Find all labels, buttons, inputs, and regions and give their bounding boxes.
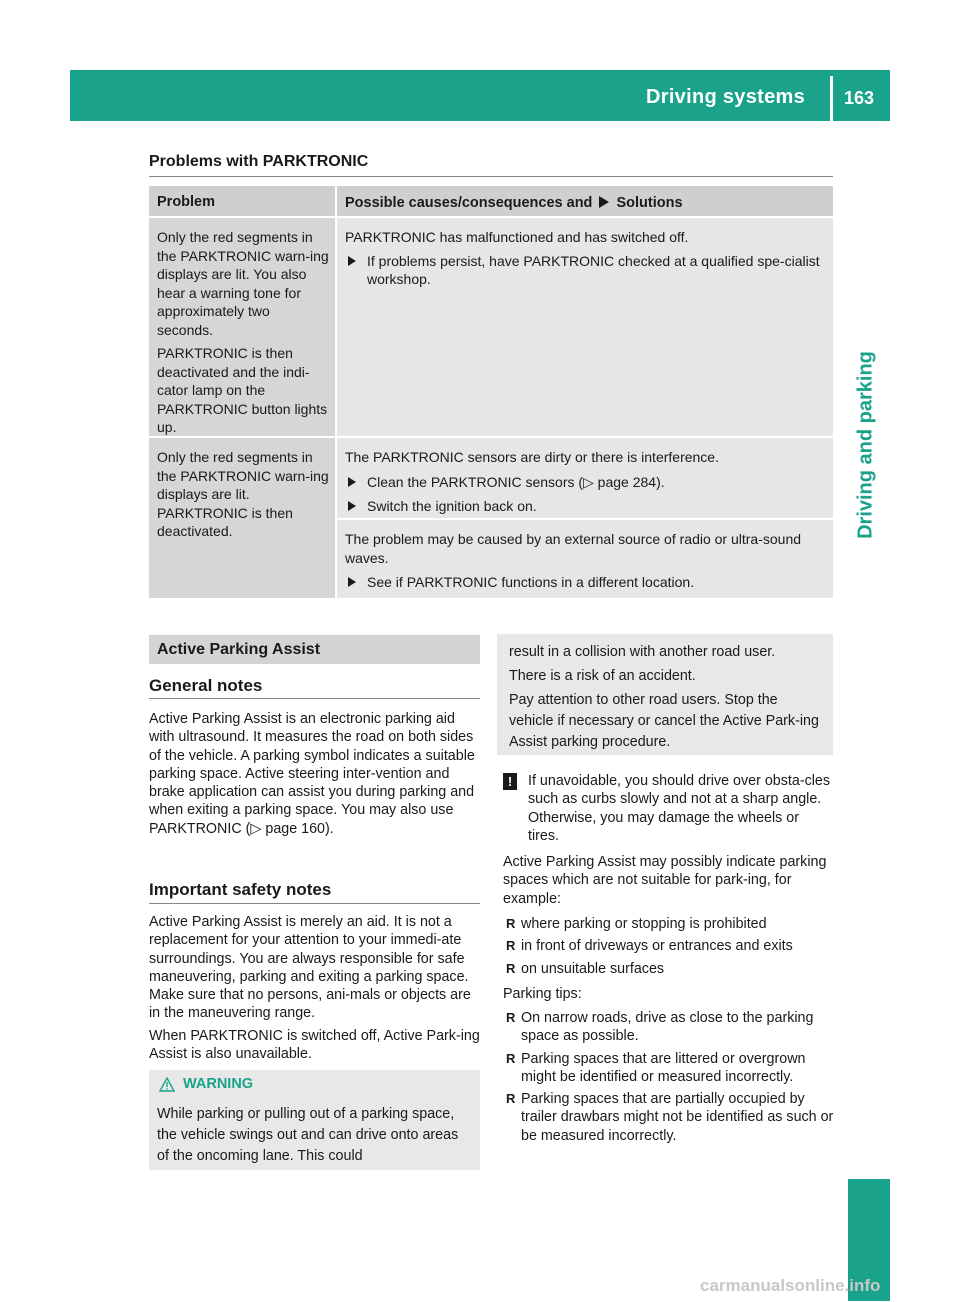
solution-step-text: If problems persist, have PARKTRONIC checked at a qualified spe-cialist workshop. xyxy=(367,252,820,287)
list-item-text: Parking spaces that are partially occupied by trailer drawbars might not be identified as such or be measured incorrectly. xyxy=(521,1091,834,1144)
table-header-solutions xyxy=(337,186,833,216)
problem-text: Only the red segments in the PARKTRONIC warn-ing displays are lit. You also hear a warning tone for approximately two seconds. xyxy=(157,229,329,338)
tips-title: Parking tips: xyxy=(503,986,582,1002)
notice-text: If unavoidable, you should drive over obsta-cles such as curbs slowly and not at a sharp angle. Otherwise, you may damage the wheels or tires. xyxy=(528,773,831,844)
list-item-text: Parking spaces that are littered or overgrown might be identified or measured incorrectly. xyxy=(521,1050,806,1085)
solution-step xyxy=(345,473,825,492)
warning-label: WARNING xyxy=(183,1076,254,1092)
list-item-text: On narrow roads, drive as close to the parking space as possible. xyxy=(521,1010,814,1045)
cause-text: PARKTRONIC has malfunctioned and has switched off. xyxy=(345,229,689,245)
solution-step-text: See if PARKTRONIC functions in a different location. xyxy=(367,574,695,590)
table-row xyxy=(149,218,335,436)
general-notes-text: Active Parking Assist is an electronic parking aid with ultrasound. It measures the road on both sides of the vehicle. A parking symbol indicates a suitable parking space. Active steering inter-vention and brake application can assist you during parking and when exiting a parking space. You may also use PARKTRONIC (▷ page 160). xyxy=(149,711,475,837)
warning-text-cont: There is a risk of an accident. xyxy=(509,668,696,684)
list-item: R On narrow roads, drive as close to the parking space as possible. xyxy=(506,1010,814,1045)
indicate-list xyxy=(503,915,833,978)
notice xyxy=(503,772,833,845)
solution-step-text: Clean the PARKTRONIC sensors (▷ page 284). xyxy=(367,473,665,490)
solution-step xyxy=(345,252,825,289)
table-row xyxy=(149,438,335,598)
solution-step-text: Switch the ignition back on. xyxy=(367,498,537,514)
step-arrow-icon xyxy=(348,501,356,511)
warning-box-continued xyxy=(497,634,833,755)
table-row-solution xyxy=(337,438,833,518)
table-row-solution xyxy=(337,520,833,598)
list-item-text: where parking or stopping is prohibited xyxy=(521,916,767,932)
table-header-problem: Problem xyxy=(149,186,335,216)
list-item-text: in front of driveways or entrances and exits xyxy=(521,938,793,955)
section-title-text: Active Parking Assist xyxy=(157,641,321,658)
list-item: R on unsuitable surfaces xyxy=(506,960,665,977)
subheading-safety-notes: Important safety notes xyxy=(149,880,332,899)
side-tab xyxy=(846,300,886,590)
problem-text-cont: PARKTRONIC is then deactivated and the indi-cator lamp on the PARKTRONIC button lights up. xyxy=(157,345,328,435)
step-arrow-icon xyxy=(348,477,356,487)
section-title-active-parking xyxy=(149,635,480,664)
list-item-text: on unsuitable surfaces xyxy=(521,960,665,977)
section-rule xyxy=(149,176,833,177)
safety-notes-text-2: When PARKTRONIC is switched off, Active Park-ing Assist is also unavailable. xyxy=(149,1028,480,1063)
table-row-solution xyxy=(337,218,833,436)
subheading-rule xyxy=(149,698,480,699)
side-tab-label: Driving and parking xyxy=(854,351,877,539)
play-arrow-icon xyxy=(599,196,609,208)
step-arrow-icon xyxy=(348,256,356,266)
warning-box xyxy=(149,1070,480,1170)
table-header-solutions-suffix: Solutions xyxy=(616,195,683,211)
cause-text: The PARKTRONIC sensors are dirty or there is interference. xyxy=(345,449,719,465)
warning-text-cont: Pay attention to other road users. Stop the vehicle if necessary or cancel the Active Park-ing Assist parking procedure. xyxy=(509,692,819,750)
section-title-problems: Problems with PARKTRONIC xyxy=(149,153,369,170)
warning-triangle-icon xyxy=(159,1077,175,1092)
problem-text: Only the red segments in the PARKTRONIC warn-ing displays are lit. PARKTRONIC is then deactivated. xyxy=(157,449,329,539)
header-separator xyxy=(830,76,833,121)
tips-list xyxy=(503,1009,835,1145)
cause-text: The problem may be caused by an external source of radio or ultra-sound waves. xyxy=(345,531,802,566)
solution-step xyxy=(345,497,825,516)
list-item: R Parking spaces that are littered or overgrown might be identified or measured incorrectly. xyxy=(506,1050,806,1085)
exclamation-icon: ! xyxy=(503,773,517,790)
table-header-solutions-text: Possible causes/consequences and xyxy=(345,195,593,211)
warning-header xyxy=(157,1076,472,1098)
step-arrow-icon xyxy=(348,577,356,587)
subheading-rule xyxy=(149,903,480,904)
subheading-general-notes: General notes xyxy=(149,676,263,695)
list-item: R Parking spaces that are partially occupied by trailer drawbars might not be identified as such or be measured incorrectly. xyxy=(506,1091,834,1144)
safety-notes-text: Active Parking Assist is merely an aid. It is not a replacement for your attention to your immedi-ate surroundings. You are always responsible for safe maneuvering, parking and exiting a parking space. Make sure that no persons, ani-mals or objects are in the maneuvering range. xyxy=(149,914,471,1022)
watermark: carmanualsonline.info xyxy=(700,1276,881,1295)
header-bar xyxy=(70,70,890,121)
page-number: 163 xyxy=(844,88,875,108)
list-item: R in front of driveways or entrances and exits xyxy=(506,938,793,955)
warning-text: While parking or pulling out of a parking space, the vehicle swings out and can drive onto areas of the oncoming lane. This could xyxy=(157,1106,459,1164)
indicate-text: Active Parking Assist may possibly indicate parking spaces which are not suitable for park-ing, for example: xyxy=(503,854,827,907)
list-item: R where parking or stopping is prohibited xyxy=(506,916,767,932)
solution-step xyxy=(345,573,825,592)
warning-text-cont: result in a collision with another road user. xyxy=(509,644,776,660)
header-title: Driving systems xyxy=(646,86,806,108)
